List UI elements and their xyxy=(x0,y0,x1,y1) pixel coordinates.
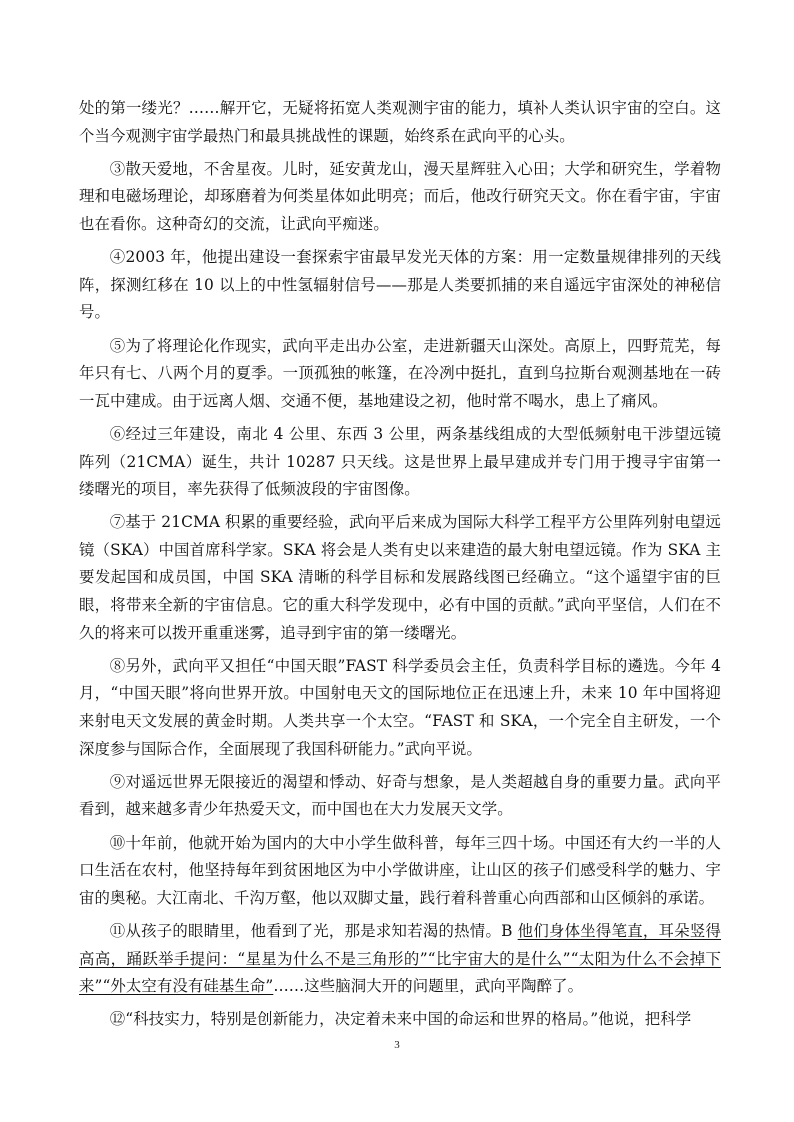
paragraph-11-tail: ……这些脑洞大开的问题里，武向平陶醉了。 xyxy=(273,977,584,996)
article-body xyxy=(79,95,721,1040)
paragraph-6: ⑥经过三年建设，南北 4 公里、东西 3 公里，两条基线组成的大型低频射电干涉望远镜阵列（21CMA）诞生，共计 10287 只天线。这是世界上最早建成并专门用于搜寻宇宙第一缕曙光的项目，率先获得了低频波段的宇宙图像。 xyxy=(79,424,721,499)
paragraph-11-lead: ⑪从孩子的眼睛里，他看到了光，那是求知若渴的热情。B xyxy=(109,921,518,940)
underlined-sentence-b: 他们身体坐得笔直，耳朵竖得高高，踊跃举手提问：“星星为什么不是三角形的”“比宇宙大的是什么”“太阳为什么不会掉下来”“外太空有没有硅基生命” xyxy=(79,921,721,996)
page-number: 3 xyxy=(394,1039,400,1051)
paragraph-5: ⑤为了将理论化作现实，武向平走出办公室，走进新疆天山深处。高原上，四野荒芜，每年只有七、八两个月的夏季。一顶孤独的帐篷，在冷冽中挺扎，直到乌拉斯台观测基地在一砖一瓦中建成。由于远离人烟、交通不便，基地建设之初，他时常不喝水，患上了痛风。 xyxy=(79,336,721,410)
paragraph-12: ⑫“科技实力，特别是创新能力，决定着未来中国的命运和世界的格局。”他说，把科学 xyxy=(109,1010,692,1029)
paragraph-4: ④2003 年，他提出建设一套探索宇宙最早发光天体的方案：用一定数量规律排列的天线阵，探测红移在 10 以上的中性氢辐射信号——那是人类要抓捕的来自遥远宇宙深处的神秘信号。 xyxy=(79,248,721,322)
paragraph-8: ⑧另外，武向平又担任“中国天眼”FAST 科学委员会主任，负责科学目标的遴选。今年 4 月，“中国天眼”将向世界开放。中国射电天文的国际地位正在迅速上升，未来 10 年中国将迎来射电天文发展的黄金时期。人类共享一个太空。“FAST 和 SKA，一个完全自主研发，一个深度参与国际合作，全面展现了我国科研能力。”武向平说。 xyxy=(79,656,721,758)
paragraph-7: ⑦基于 21CMA 积累的重要经验，武向平后来成为国际大科学工程平方公里阵列射电望远镜（SKA）中国首席科学家。SKA 将会是人类有史以来建造的最大射电望远镜。作为 SKA 主要发起国和成员国，中国 SKA 清晰的科学目标和发展路线图已经确立。“这个遥望宇宙的巨眼，将带来全新的宇宙信息。它的重大科学发现中，必有中国的贡献。”武向平坚信，人们在不久的将来可以拨开重重迷雾，追寻到宇宙的第一缕曙光。 xyxy=(79,513,721,642)
paragraph-11 xyxy=(79,918,721,1001)
paragraph-9: ⑨对遥远世界无限接近的渴望和悸动、好奇与想象，是人类超越自身的重要力量。武向平看到，越来越多青少年热爱天文，而中国也在大力发展天文学。 xyxy=(79,772,721,819)
paragraph-3: ③散天爱地，不舍星夜。儿时，延安黄龙山，漫天星辉驻入心田；大学和研究生，学着物理和电磁场理论，却琢磨着为何类星体如此明亮；而后，他改行研究天文。你在看宇宙，宇宙也在看你。这种奇幻的交流，让武向平痴迷。 xyxy=(79,159,721,233)
paragraph-continued: 处的第一缕光？……解开它，无疑将拓宽人类观测宇宙的能力，填补人类认识宇宙的空白。这个当今观测宇宙学最热门和最具挑战性的课题，始终系在武向平的心头。 xyxy=(79,99,721,145)
paragraph-10: ⑩十年前，他就开始为国内的大中小学生做科普，每年三四十场。中国还有大约一半的人口生活在农村，他坚持每年到贫困地区为中小学做讲座，让山区的孩子们感受科学的魅力、宇宙的奥秘。大江南北、千沟万壑，他以双脚丈量，践行着科普重心向西部和山区倾斜的承诺。 xyxy=(79,833,721,907)
